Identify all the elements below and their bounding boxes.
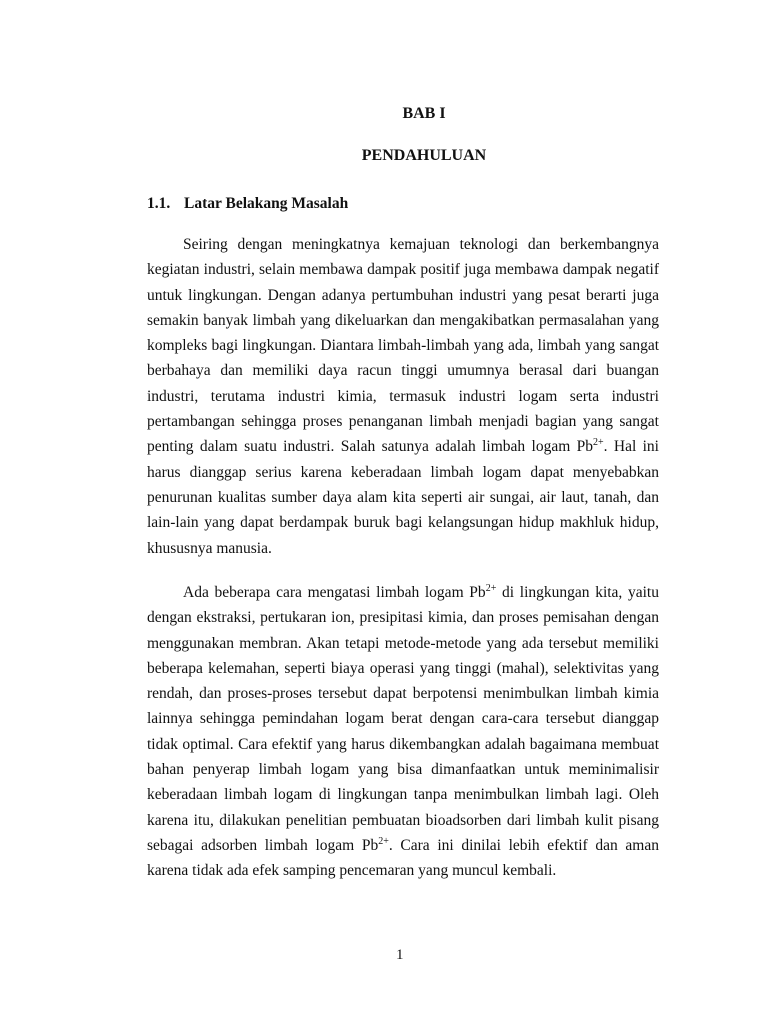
text-line (147, 384, 659, 409)
text-line (147, 757, 659, 782)
line-text: untuk lingkungan. Dengan adanya pertumbuhan industri yang pesat berarti juga (147, 286, 659, 304)
line-text: berbahaya dan memiliki daya racun tinggi umumnya berasal dari buangan (147, 362, 659, 380)
text-line (147, 580, 659, 605)
page-number: 1 (396, 947, 404, 963)
text-line (147, 706, 659, 731)
text-line (147, 605, 659, 630)
text-line (147, 409, 659, 434)
superscript: 2+ (378, 835, 389, 847)
line-text: khususnya manusia. (147, 539, 272, 557)
line-text: bahan penyerap limbah logam yang bisa dimanfaatkan untuk meminimalisir (147, 761, 659, 779)
section-heading (147, 195, 348, 213)
text-line (147, 536, 659, 561)
line-text: semakin banyak limbah yang dikeluarkan dan mengakibatkan permasalahan yang (147, 311, 659, 329)
text-line (147, 732, 659, 757)
section-number: 1.1. (147, 195, 171, 212)
line-text: beberapa kelemahan, seperti biaya operasi yang tinggi (mahal), selektivitas yang (147, 659, 659, 677)
line-text: pertambangan sehingga proses penanganan limbah menjadi bagian yang sangat (147, 413, 659, 431)
text-line (147, 358, 659, 383)
line-text: kompleks bagi lingkungan. Diantara limbah-limbah yang ada, limbah yang sangat (147, 337, 659, 355)
text-line (147, 485, 659, 510)
chapter-title: PENDAHULUAN (361, 147, 487, 164)
superscript: 2+ (485, 583, 497, 594)
line-text-after: . Cara ini dinilai lebih efektif dan aman (388, 836, 659, 854)
line-text: kegiatan industri, selain membawa dampak positif juga membawa dampak negatif (147, 261, 659, 279)
chapter-heading: BAB I (402, 105, 446, 122)
paragraph-1 (147, 232, 659, 561)
text-line (147, 510, 659, 535)
line-text: rendah, dan proses-proses tersebut dapat berpotensi menimbulkan limbah kimia (147, 685, 659, 703)
line-text: menggunakan membran. Akan tetapi metode-metode yang ada tersebut memiliki (147, 634, 659, 652)
text-line (147, 434, 659, 459)
section-title: Latar Belakang Masalah (184, 195, 349, 212)
text-line (147, 858, 659, 883)
text-line (147, 782, 659, 807)
text-line (147, 333, 659, 358)
line-text: penting dalam suatu industri. Salah satunya adalah limbah logam Pb (147, 438, 593, 456)
line-text: sebagai adsorben limbah logam Pb (147, 836, 379, 854)
line-text-after: di lingkungan kita, yaitu (496, 584, 659, 601)
line-text: Seiring dengan meningkatnya kemajuan teknologi dan berkembangnya (183, 236, 659, 253)
text-line (147, 308, 659, 333)
line-text: tidak optimal. Cara efektif yang harus dikembangkan adalah bagaimana membuat (147, 735, 659, 753)
text-line (147, 232, 659, 257)
line-text: lain-lain yang dapat berdampak buruk bagi kelangsungan hidup makhluk hidup, (147, 514, 659, 532)
line-text: lainnya sehingga pemindahan logam berat dengan cara-cara tersebut dianggap (147, 710, 659, 728)
text-line (147, 257, 659, 282)
line-text: keberadaan limbah logam di lingkungan tanpa menimbulkan limbah lagi. Oleh (147, 786, 659, 804)
text-line (147, 283, 659, 308)
text-line (147, 631, 659, 656)
line-text: industri, terutama industri kimia, termasuk industri logam serta industri (147, 387, 659, 405)
line-text: karena itu, dilakukan penelitian pembuatan bioadsorben dari limbah kulit pisang (147, 811, 659, 829)
text-line (147, 808, 659, 833)
superscript: 2+ (593, 437, 604, 449)
text-line (147, 833, 659, 858)
line-text: Ada beberapa cara mengatasi limbah logam Pb (183, 584, 486, 601)
text-line (147, 681, 659, 706)
text-line (147, 460, 659, 485)
line-text: dengan ekstraksi, pertukaran ion, presipitasi kimia, dan proses pemisahan dengan (147, 609, 659, 627)
line-text: karena tidak ada efek samping pencemaran yang muncul kembali. (147, 862, 557, 880)
line-text: harus dianggap serius karena keberadaan limbah logam dapat menyebabkan (147, 463, 659, 481)
text-line (147, 656, 659, 681)
line-text: penurunan kualitas sumber daya alam kita seperti air sungai, air laut, tanah, dan (147, 488, 659, 506)
paragraph-2 (147, 580, 659, 884)
line-text-after: . Hal ini (603, 438, 659, 456)
